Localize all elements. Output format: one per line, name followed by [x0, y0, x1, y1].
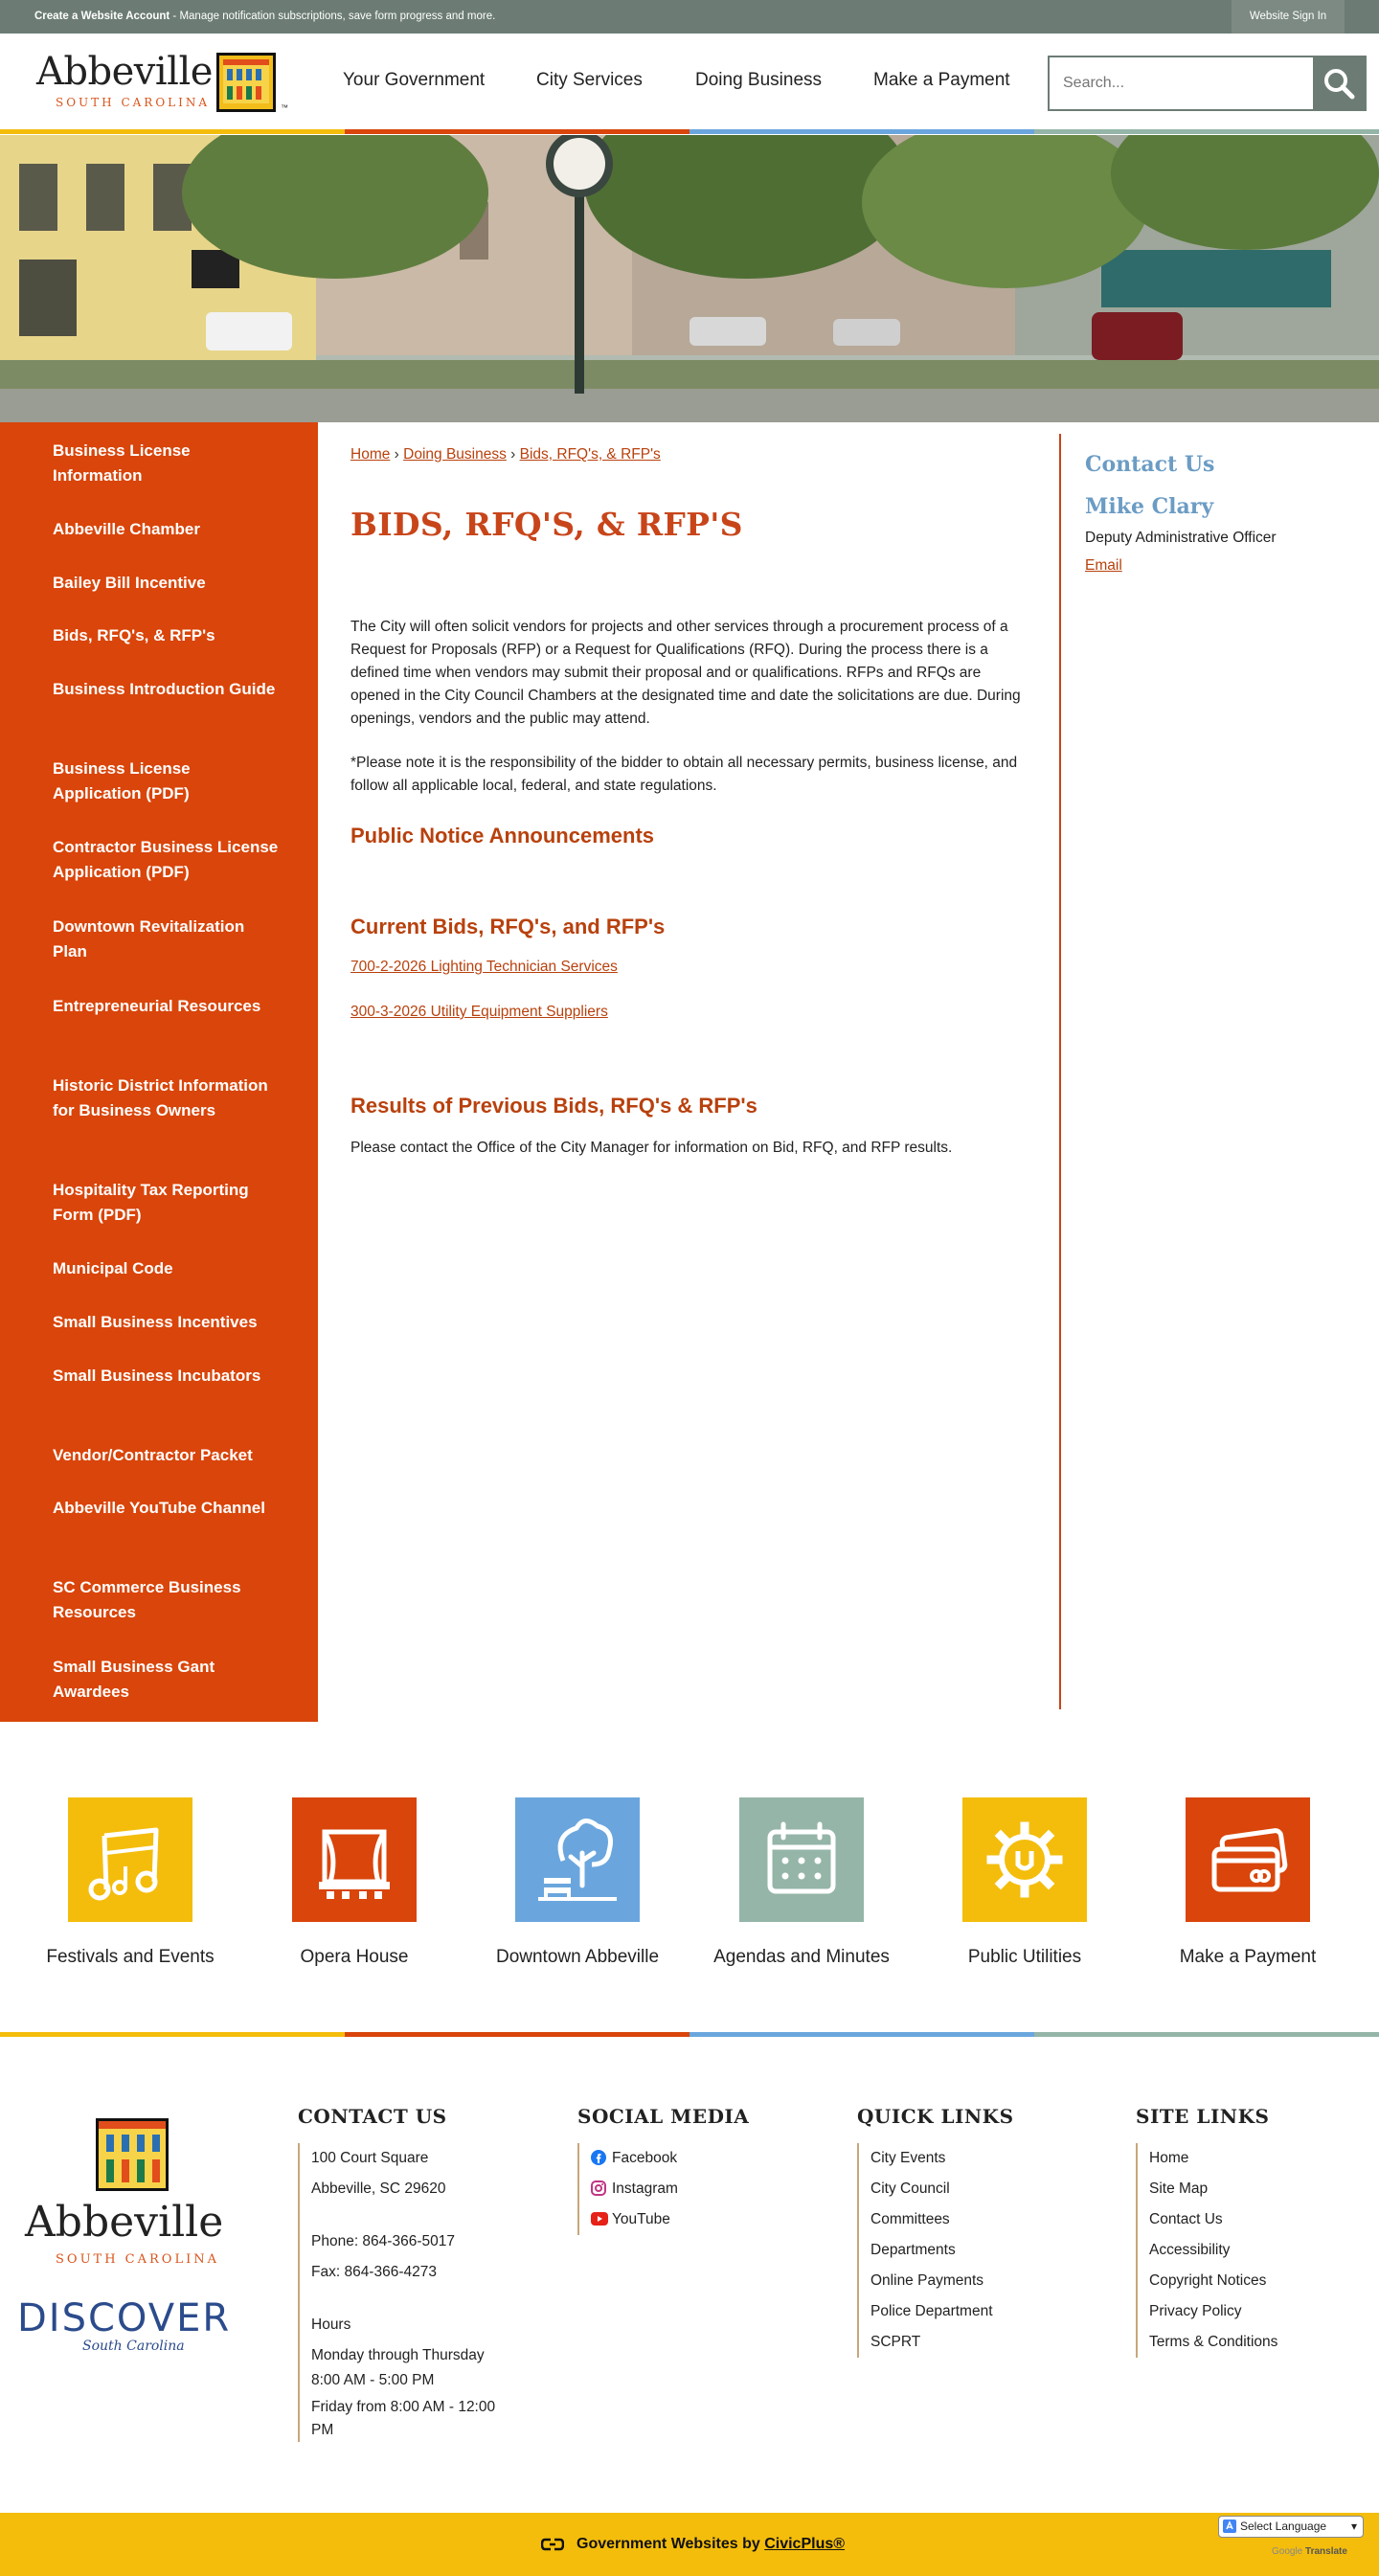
footer-logo-subtitle: SOUTH CAROLINA — [56, 2252, 219, 2267]
section-sidebar-nav — [0, 422, 318, 1722]
sidebar-item-sc-commerce-business-resources[interactable]: SC Commerce Business Resources — [53, 1578, 241, 1621]
footer-contact-heading: CONTACT US — [298, 2105, 447, 2128]
footer-site-links-heading: SITE LINKS — [1136, 2105, 1270, 2128]
bidder-note-paragraph: *Please note it is the responsibility of the bidder to obtain all necessary permits, business license, and follow all applicable local, federal, and state regulations. — [350, 755, 1018, 794]
page-title: BIDS, RFQ'S, & RFP'S — [350, 506, 743, 543]
language-select[interactable] — [1218, 2516, 1364, 2538]
footer-quick-links-heading: QUICK LINKS — [857, 2105, 1014, 2128]
header-stripe-sage — [1034, 129, 1379, 134]
tile-make-a-payment[interactable] — [1186, 1797, 1310, 1922]
translate-label: Translate — [1305, 2546, 1347, 2557]
calendar-icon — [739, 1797, 864, 1922]
civicplus-icon — [541, 2537, 564, 2552]
website-sign-in-button[interactable]: Website Sign In — [1232, 0, 1345, 34]
footer-hours-line-3: Friday from 8:00 AM - 12:00 PM — [311, 2399, 496, 2438]
footer-fax: Fax: 864-366-4273 — [311, 2264, 437, 2280]
theater-stage-icon — [292, 1797, 417, 1922]
footer-hours-label: Hours — [311, 2316, 351, 2333]
contact-name: Mike Clary — [1085, 494, 1214, 519]
quick-link-police-department[interactable]: Police Department — [870, 2303, 993, 2319]
footer-address-line-1: 100 Court Square — [311, 2150, 429, 2166]
tile-festivals-and-events[interactable] — [68, 1797, 192, 1922]
footer-social-heading: SOCIAL MEDIA — [577, 2105, 750, 2128]
search-button[interactable] — [1313, 57, 1365, 109]
tile-label-downtown-abbeville[interactable]: Downtown Abbeville — [495, 1947, 660, 1967]
sidebar-item-historic-district-information[interactable]: Historic District Information for Business Owners — [53, 1076, 268, 1119]
quick-link-committees[interactable]: Committees — [870, 2211, 950, 2227]
site-link-copyright-notices[interactable]: Copyright Notices — [1149, 2272, 1267, 2289]
civicplus-link[interactable]: CivicPlus® — [764, 2536, 846, 2552]
header-stripe-orange — [345, 129, 690, 134]
footer-logo-building-icon — [96, 2118, 169, 2191]
quick-link-city-events[interactable]: City Events — [870, 2150, 946, 2166]
footer-contact-column — [298, 2143, 509, 2442]
footer-site-links-column — [1136, 2143, 1327, 2358]
sidebar-item-abbeville-chamber[interactable]: Abbeville Chamber — [53, 520, 200, 538]
breadcrumb-doing-business-link[interactable]: Doing Business — [403, 446, 507, 463]
nav-city-services[interactable]: City Services — [536, 70, 643, 90]
sidebar-item-municipal-code[interactable]: Municipal Code — [53, 1259, 173, 1277]
contact-divider — [1059, 434, 1061, 1709]
discover-sc-logo[interactable]: DISCOVER — [17, 2296, 232, 2340]
sidebar-item-hospitality-tax-form[interactable]: Hospitality Tax Reporting Form (PDF) — [53, 1181, 249, 1224]
bid-link-lighting-technician[interactable]: 700-2-2026 Lighting Technician Services — [350, 959, 618, 975]
footer-logo-wordmark: Abbeville — [25, 2198, 224, 2247]
create-account-message[interactable] — [34, 11, 495, 22]
footer-hours-line-1: Monday through Thursday — [311, 2347, 485, 2363]
sidebar-item-contractor-business-license[interactable]: Contractor Business License Application (PDF) — [53, 838, 279, 881]
contact-us-heading: Contact Us — [1085, 452, 1215, 477]
music-notes-icon — [68, 1797, 192, 1922]
quick-link-departments[interactable]: Departments — [870, 2242, 956, 2258]
footer-address-line-2: Abbeville, SC 29620 — [311, 2181, 446, 2197]
tile-downtown-abbeville[interactable] — [515, 1797, 640, 1922]
footer-phone: Phone: 864-366-5017 — [311, 2233, 455, 2249]
contact-role: Deputy Administrative Officer — [1085, 530, 1277, 546]
sidebar-item-entrepreneurial-resources[interactable]: Entrepreneurial Resources — [53, 997, 261, 1015]
search-box — [1048, 56, 1367, 111]
chevron-down-icon: ▾ — [1350, 2520, 1357, 2533]
footer-social-column — [577, 2143, 740, 2235]
bid-link-utility-equipment[interactable]: 300-3-2026 Utility Equipment Suppliers — [350, 1004, 608, 1020]
tile-public-utilities[interactable] — [962, 1797, 1087, 1922]
gear-wrench-icon — [962, 1797, 1087, 1922]
logo-wordmark: Abbeville — [36, 50, 213, 94]
header-stripe-yellow — [0, 129, 345, 134]
logo-building-icon — [216, 53, 276, 112]
nav-your-government[interactable]: Your Government — [343, 70, 486, 90]
contact-email-link[interactable]: Email — [1085, 557, 1122, 574]
google-translate-credit: Google Translate — [1272, 2546, 1347, 2557]
sidebar-item-bailey-bill-incentive[interactable]: Bailey Bill Incentive — [53, 574, 206, 592]
nav-make-a-payment[interactable]: Make a Payment — [873, 70, 1010, 90]
google-translate-icon — [1223, 2520, 1236, 2533]
sidebar-item-bids-rfqs-rfps[interactable]: Bids, RFQ's, & RFP's — [53, 626, 215, 644]
site-link-accessibility[interactable]: Accessibility — [1149, 2242, 1231, 2258]
site-header — [0, 34, 1379, 129]
abbeville-logo[interactable] — [36, 50, 290, 117]
breadcrumb-separator: › — [506, 446, 520, 463]
tile-label-festivals-and-events[interactable]: Festivals and Events — [46, 1947, 215, 1967]
footer-stripe-orange — [345, 2032, 690, 2037]
intro-paragraph: The City will often solicit vendors for projects and other services through a procurement process of a Request for Proposals (RFP) or a Request for Qualifications (RFQ). During the process there is a defined time when vendors may submit their proposal and or qualifications. RFPs and RFQs are opened in the City Council Chambers at the designated time and date the solicitations are due. During openings, vendors and the public may attend. — [350, 619, 1021, 727]
site-link-privacy-policy[interactable]: Privacy Policy — [1149, 2303, 1242, 2319]
site-link-home[interactable]: Home — [1149, 2150, 1189, 2166]
language-select-label: Select Language — [1240, 2520, 1327, 2533]
civicplus-credit — [576, 2536, 845, 2553]
sidebar-item-business-license-information[interactable]: Business License Information — [53, 441, 191, 485]
park-bench-tree-icon — [515, 1797, 640, 1922]
footer-stripe-blue — [690, 2032, 1034, 2037]
header-stripe-blue — [690, 129, 1034, 134]
footer-stripe-sage — [1034, 2032, 1379, 2037]
search-input[interactable] — [1050, 57, 1313, 109]
civicplus-footer-bar — [0, 2513, 1379, 2576]
sidebar-item-small-business-gant-awardees[interactable]: Small Business Gant Awardees — [53, 1658, 215, 1701]
discover-sc-subtitle: South Carolina — [82, 2339, 185, 2354]
facebook-label[interactable]: Facebook — [612, 2150, 678, 2166]
youtube-link[interactable] — [591, 2204, 740, 2235]
youtube-icon — [591, 2212, 608, 2226]
tile-label-agendas-and-minutes[interactable]: Agendas and Minutes — [713, 1947, 890, 1967]
results-heading: Results of Previous Bids, RFQ's & RFP's — [350, 1094, 757, 1118]
tile-label-public-utilities[interactable]: Public Utilities — [967, 1947, 1082, 1967]
logo-subtitle: SOUTH CAROLINA — [56, 96, 211, 109]
sidebar-item-small-business-incentives[interactable]: Small Business Incentives — [53, 1313, 258, 1331]
sidebar-item-business-license-application[interactable]: Business License Application (PDF) — [53, 759, 191, 802]
sidebar-item-downtown-revitalization-plan[interactable]: Downtown Revitalization Plan — [53, 917, 245, 960]
tile-label-make-a-payment[interactable]: Make a Payment — [1179, 1947, 1317, 1967]
civicplus-prefix: Government Websites by — [576, 2536, 765, 2552]
breadcrumb-separator: › — [390, 446, 404, 463]
sidebar-item-small-business-incubators[interactable]: Small Business Incubators — [53, 1367, 261, 1385]
public-notice-heading: Public Notice Announcements — [350, 824, 655, 847]
tile-label-opera-house[interactable]: Opera House — [300, 1947, 409, 1967]
instagram-link[interactable] — [591, 2174, 740, 2204]
breadcrumb — [350, 446, 661, 463]
youtube-label[interactable]: YouTube — [612, 2211, 670, 2227]
sidebar-item-business-introduction-guide[interactable]: Business Introduction Guide — [53, 680, 276, 698]
site-link-site-map[interactable]: Site Map — [1149, 2181, 1209, 2197]
current-bids-heading: Current Bids, RFQ's, and RFP's — [350, 915, 666, 938]
site-link-terms-conditions[interactable]: Terms & Conditions — [1149, 2334, 1278, 2350]
instagram-icon — [591, 2181, 606, 2196]
results-text: Please contact the Office of the City Manager for information on Bid, RFQ, and RFP results. — [350, 1140, 953, 1156]
tile-agendas-and-minutes[interactable] — [739, 1797, 864, 1922]
logo-trademark: ™ — [281, 103, 288, 112]
search-icon — [1313, 57, 1365, 109]
site-link-contact-us[interactable]: Contact Us — [1149, 2211, 1223, 2227]
sidebar-item-abbeville-youtube-channel[interactable]: Abbeville YouTube Channel — [53, 1499, 265, 1517]
nav-doing-business[interactable]: Doing Business — [695, 70, 823, 90]
instagram-label[interactable]: Instagram — [612, 2181, 678, 2197]
quick-link-online-payments[interactable]: Online Payments — [870, 2272, 984, 2289]
quick-link-city-council[interactable]: City Council — [870, 2181, 950, 2197]
credit-card-icon — [1186, 1797, 1310, 1922]
tile-opera-house[interactable] — [292, 1797, 417, 1922]
footer-stripe-yellow — [0, 2032, 345, 2037]
quick-link-scprt[interactable]: SCPRT — [870, 2334, 921, 2350]
create-account-link[interactable]: Create a Website Account — [34, 11, 170, 22]
hero-downtown-photo — [0, 135, 1379, 422]
footer-hours-line-2: 8:00 AM - 5:00 PM — [311, 2372, 435, 2388]
facebook-icon — [591, 2150, 606, 2165]
sidebar-item-vendor-contractor-packet[interactable]: Vendor/Contractor Packet — [53, 1446, 253, 1464]
breadcrumb-home-link[interactable]: Home — [350, 446, 391, 463]
create-account-description: - Manage notification subscriptions, save form progress and more. — [170, 11, 496, 22]
footer-quick-links-column — [857, 2143, 1029, 2358]
top-utility-bar — [0, 0, 1379, 34]
breadcrumb-current-link[interactable]: Bids, RFQ's, & RFP's — [519, 446, 661, 463]
facebook-link[interactable] — [591, 2143, 740, 2174]
